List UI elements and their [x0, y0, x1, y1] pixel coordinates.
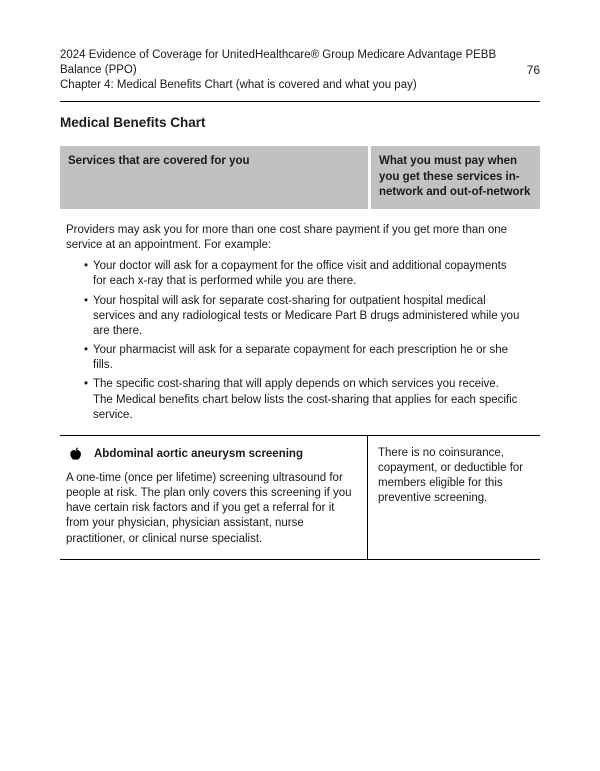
header-text [60, 48, 522, 94]
header-line1: 2024 Evidence of Coverage for UnitedHealthcare® Group Medicare Advantage PEBB Balance (PPO) [60, 49, 497, 77]
bullet-item: • Your doctor will ask for a copayment for the office visit and additional copayments for each x-ray that is performed while you are there. [84, 259, 521, 289]
bullet-item: • Your hospital will ask for separate cost-sharing for outpatient hospital medical services and any radiological tests or Medicare Part B drugs administered while you are there. [84, 294, 521, 340]
benefits-table-header [60, 146, 540, 209]
intro-paragraph: Providers may ask you for more than one cost share payment if you get more than one service at an appointment. For example: [66, 223, 508, 252]
benefit-cost-cell: There is no coinsurance, copayment, or deductible for members eligible for this preventive screening. [378, 446, 524, 505]
benefit-heading [66, 446, 355, 463]
bullet-item: • The specific cost-sharing that will apply depends on which services you receive. The Medical benefits chart below lists the cost-sharing that applies for each specific service. [84, 377, 521, 423]
page-title: Medical Benefits Chart [60, 114, 206, 130]
benefit-row [60, 435, 540, 560]
cost-column-header: What you must pay when you get these services in-network and out-of-network [371, 146, 540, 209]
service-title: Abdominal aortic aneurysm screening [94, 447, 303, 460]
service-description: A one-time (once per lifetime) screening ultrasound for people at risk. The plan only covers this screening if you have certain risk factors and if you get a referral for it from your physician, physician assistant, nurse practitioner, or clinical nurse specialist. [66, 471, 352, 545]
bullet-item: • Your pharmacist will ask for a separate copayment for each prescription he or she fills. [84, 343, 521, 373]
page-header [60, 48, 540, 94]
apple-icon [68, 446, 83, 463]
benefit-service-cell [60, 436, 368, 559]
header-divider [60, 101, 540, 102]
bullet-list [60, 259, 540, 423]
page-number: 76 [526, 63, 540, 77]
header-line2: Chapter 4: Medical Benefits Chart (what is covered and what you pay) [60, 79, 417, 92]
services-column-header: Services that are covered for you [60, 146, 368, 209]
